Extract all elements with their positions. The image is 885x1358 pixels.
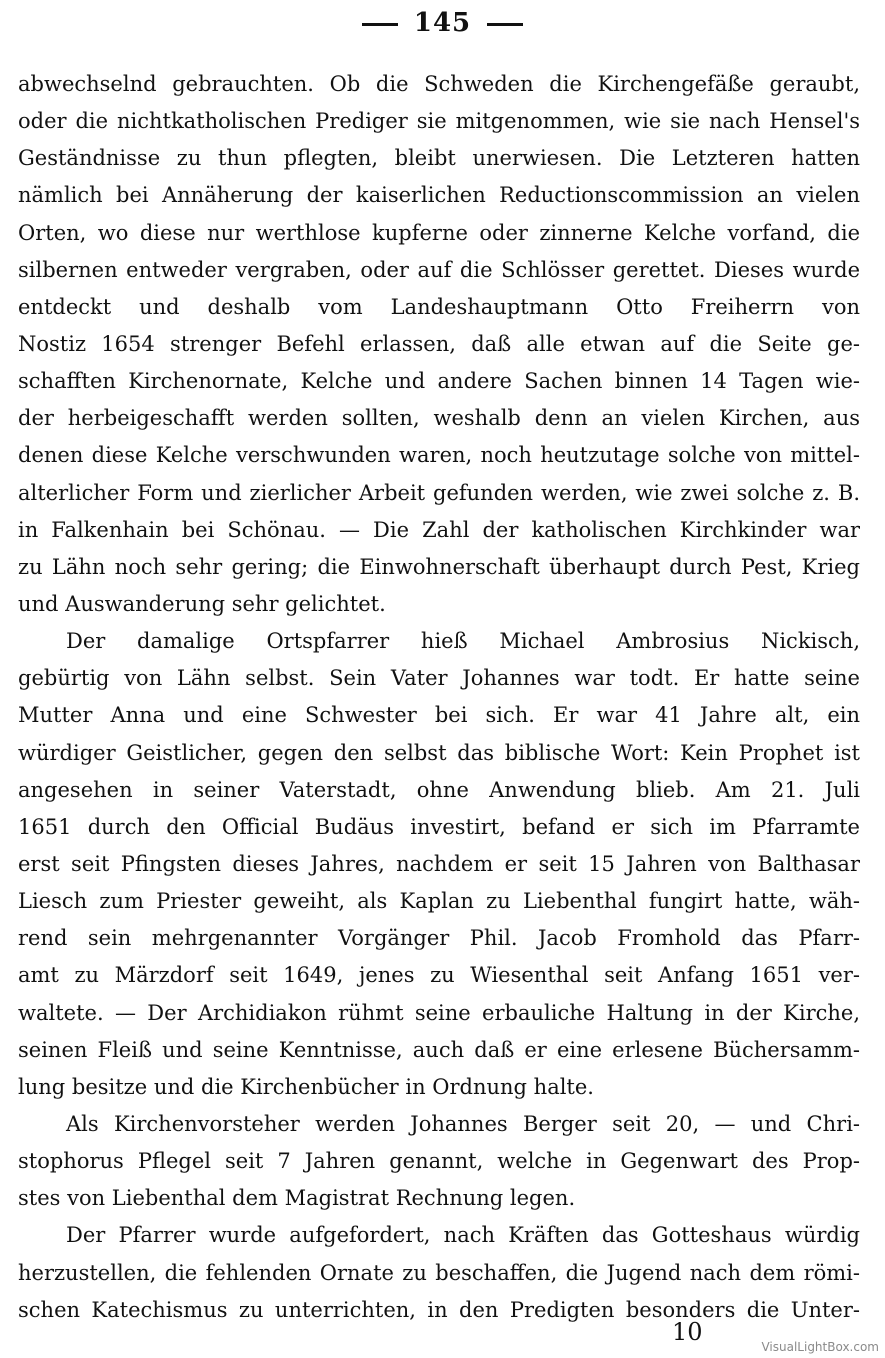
header-dash-right [487, 23, 523, 26]
text-line: silbernen entweder vergraben, oder auf die Schlösser gerettet. Dieses wurde [18, 257, 860, 282]
text-line: und Auswanderung sehr gelichtet. [18, 591, 386, 616]
text-line: der herbeigeschafft werden sollten, weshalb denn an vielen Kirchen, aus [18, 406, 860, 431]
text-line: stophorus Pflegel seit 7 Jahren genannt, welche in Gegenwart des Prop- [18, 1149, 860, 1174]
text-line: entdeckt und deshalb vom Landeshauptmann Otto Freiherrn von [18, 294, 860, 319]
watermark: VisualLightBox.com [761, 1340, 879, 1354]
text-line: alterlicher Form und zierlicher Arbeit gefunden werden, wie zwei solche z. B. [18, 480, 860, 505]
signature-mark: 10 [672, 1318, 703, 1346]
text-line: oder die nichtkatholischen Prediger sie mitgenommen, wie sie nach Hensel's [18, 109, 860, 134]
text-line: 1651 durch den Official Budäus investirt, befand er sich im Pfarramte [18, 814, 860, 839]
text-line: Der Pfarrer wurde aufgefordert, nach Kräften das Gotteshaus würdig [66, 1223, 860, 1248]
text-line: Als Kirchenvorsteher werden Johannes Berger seit 20, — und Chri- [66, 1111, 860, 1136]
text-line: amt zu Märzdorf seit 1649, jenes zu Wiesenthal seit Anfang 1651 ver- [18, 963, 860, 988]
text-line: schafften Kirchenornate, Kelche und andere Sachen binnen 14 Tagen wie- [18, 369, 860, 394]
header-dash-left [362, 23, 398, 26]
page-number: 145 [413, 8, 472, 38]
text-line: denen diese Kelche verschwunden waren, noch heutzutage solche von mittel- [18, 443, 860, 468]
text-line: Der damalige Ortspfarrer hieß Michael Ambrosius Nickisch, [66, 629, 860, 654]
text-line: erst seit Pfingsten dieses Jahres, nachdem er seit 15 Jahren von Balthasar [18, 851, 860, 876]
text-line: Mutter Anna und eine Schwester bei sich. Er war 41 Jahre alt, ein [18, 703, 860, 728]
text-line: stes von Liebenthal dem Magistrat Rechnung legen. [18, 1186, 576, 1211]
text-line: Orten, wo diese nur werthlose kupferne oder zinnerne Kelche vorfand, die [18, 220, 860, 245]
body-text [18, 66, 860, 1329]
text-line: nämlich bei Annäherung der kaiserlichen Reductionscommission an vielen [18, 183, 860, 208]
page-header [0, 8, 885, 38]
text-line: Geständnisse zu thun pflegten, bleibt unerwiesen. Die Letzteren hatten [18, 146, 860, 171]
text-line: Liesch zum Priester geweiht, als Kaplan zu Liebenthal fungirt hatte, wäh- [18, 889, 860, 914]
text-line: seinen Fleiß und seine Kenntnisse, auch daß er eine erlesene Büchersamm- [18, 1037, 860, 1062]
text-line: schen Katechismus zu unterrichten, in den Predigten besonders die Unter- [18, 1297, 860, 1322]
text-line: waltete. — Der Archidiakon rühmt seine erbauliche Haltung in der Kirche, [18, 1000, 860, 1025]
text-line: zu Lähn noch sehr gering; die Einwohnerschaft überhaupt durch Pest, Krieg [18, 554, 860, 579]
text-line: in Falkenhain bei Schönau. — Die Zahl der katholischen Kirchkinder war [18, 517, 860, 542]
text-line: herzustellen, die fehlenden Ornate zu beschaffen, die Jugend nach dem römi- [18, 1260, 860, 1285]
text-line: angesehen in seiner Vaterstadt, ohne Anwendung blieb. Am 21. Juli [18, 777, 860, 802]
text-line: rend sein mehrgenannter Vorgänger Phil. Jacob Fromhold das Pfarr- [18, 926, 860, 951]
text-line: Nostiz 1654 strenger Befehl erlassen, daß alle etwan auf die Seite ge- [18, 331, 860, 356]
text-line: lung besitze und die Kirchenbücher in Ordnung halte. [18, 1074, 594, 1099]
text-line: würdiger Geistlicher, gegen den selbst das biblische Wort: Kein Prophet ist [18, 740, 860, 765]
text-line: gebürtig von Lähn selbst. Sein Vater Johannes war todt. Er hatte seine [18, 666, 860, 691]
text-line: abwechselnd gebrauchten. Ob die Schweden die Kirchengefäße geraubt, [18, 72, 860, 96]
